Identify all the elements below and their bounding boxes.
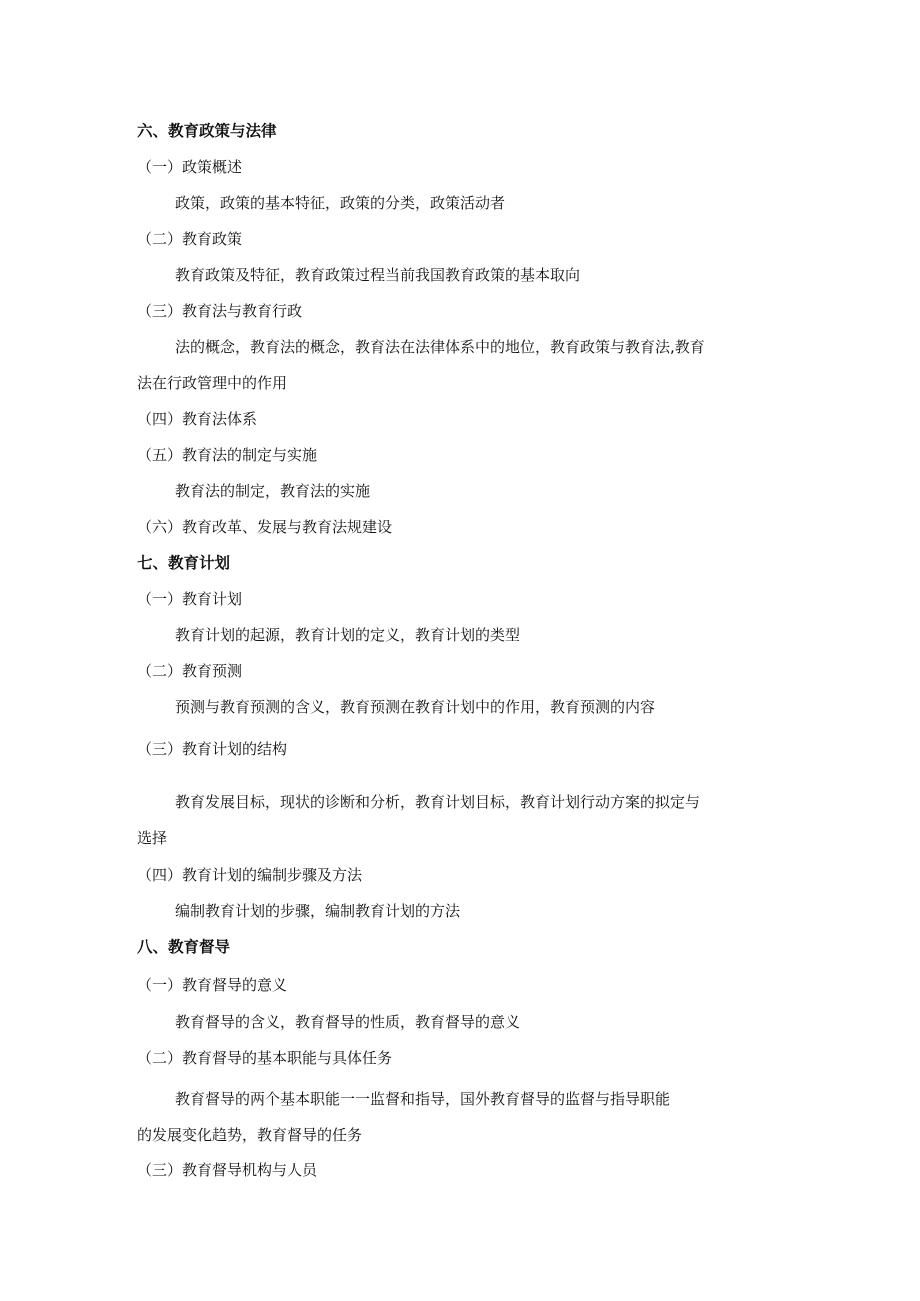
paragraph-continuation: 选择 — [137, 829, 168, 847]
paragraph: 法的概念，教育法的概念，教育法在法律体系中的地位，教育政策与教育法,教育 — [175, 338, 705, 356]
paragraph: 预测与教育预测的含义，教育预测在教育计划中的作用，教育预测的内容 — [175, 698, 656, 716]
paragraph: 教育法的制定，教育法的实施 — [175, 482, 371, 500]
paragraph-continuation: 法在行政管理中的作用 — [137, 374, 288, 392]
subsection-title: （六）教育改革、发展与教育法规建设 — [137, 518, 393, 536]
paragraph: 教育发展目标，现状的诊断和分析，教育计划目标，教育计划行动方案的拟定与 — [175, 793, 701, 811]
section-heading: 八、教育督导 — [137, 938, 231, 956]
subsection-title: （三）教育法与教育行政 — [137, 302, 303, 320]
paragraph: 教育督导的含义，教育督导的性质，教育督导的意义 — [175, 1013, 521, 1031]
paragraph: 教育政策及特征，教育政策过程当前我国教育政策的基本取向 — [175, 266, 581, 284]
paragraph: 政策，政策的基本特征，政策的分类，政策活动者 — [175, 194, 506, 212]
section-heading: 六、教育政策与法律 — [137, 122, 277, 140]
subsection-title: （三）教育计划的结构 — [137, 740, 288, 758]
subsection-title: （二）教育预测 — [137, 662, 243, 680]
paragraph: 教育计划的起源，教育计划的定义，教育计划的类型 — [175, 626, 521, 644]
subsection-title: （二）教育督导的基本职能与具体任务 — [137, 1049, 393, 1067]
subsection-title: （五）教育法的制定与实施 — [137, 446, 318, 464]
subsection-title: （一）教育督导的意义 — [137, 976, 288, 994]
subsection-title: （一）政策概述 — [137, 158, 243, 176]
subsection-title: （四）教育法体系 — [137, 410, 258, 428]
subsection-title: （三）教育督导机构与人员 — [137, 1161, 318, 1179]
paragraph: 编制教育计划的步骤，编制教育计划的方法 — [175, 902, 461, 920]
paragraph-continuation: 的发展变化趋势，教育督导的任务 — [137, 1126, 363, 1144]
subsection-title: （一）教育计划 — [137, 590, 243, 608]
section-heading: 七、教育计划 — [137, 554, 231, 572]
paragraph: 教育督导的两个基本职能一一监督和指导，国外教育督导的监督与指导职能 — [175, 1090, 671, 1108]
subsection-title: （二）教育政策 — [137, 230, 243, 248]
subsection-title: （四）教育计划的编制步骤及方法 — [137, 866, 363, 884]
